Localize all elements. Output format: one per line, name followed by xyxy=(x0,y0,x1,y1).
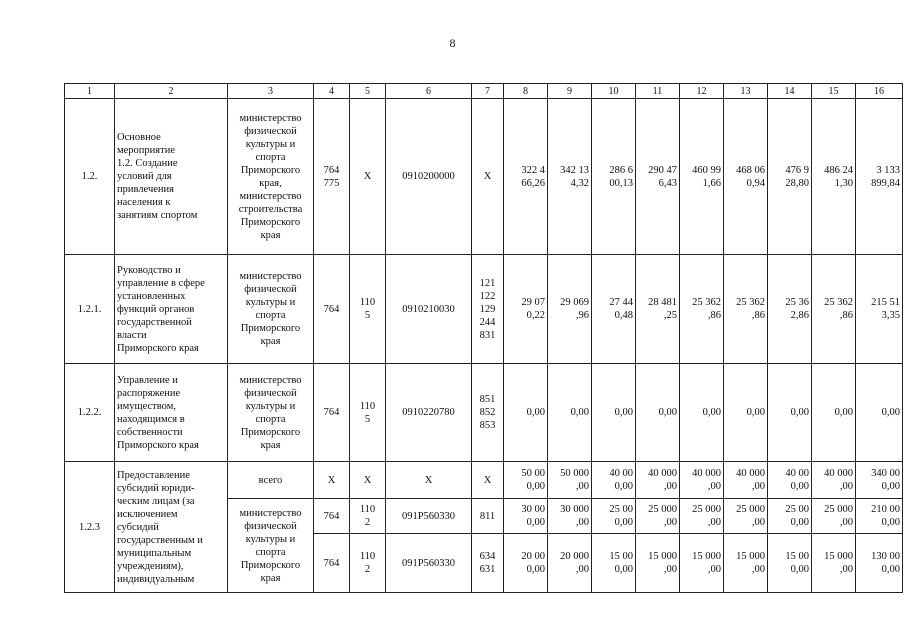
column-header: 2 xyxy=(115,84,228,99)
cell-line: 0,00 xyxy=(881,564,900,575)
rzpr-code: Х xyxy=(350,462,386,499)
cell-line: 0,48 xyxy=(614,310,633,321)
cell-line: Приморского xyxy=(240,164,301,176)
cell-line: 631 xyxy=(479,564,496,575)
column-header: 3 xyxy=(228,84,314,99)
cell-line: Приморского xyxy=(240,323,301,334)
column-header: 12 xyxy=(680,84,724,99)
cell-line: 811 xyxy=(479,510,496,522)
column-header: 9 xyxy=(548,84,592,99)
cell-line: 0,00 xyxy=(658,407,677,418)
cell-line: 110 xyxy=(359,400,376,412)
column-header: 10 xyxy=(592,84,636,99)
cell-line: 15 00 xyxy=(785,551,809,562)
cell-line: 764 xyxy=(323,407,340,418)
cell-line: 1,66 xyxy=(702,177,721,189)
cell-line: ,86 xyxy=(839,310,853,321)
cell-line: 852 xyxy=(479,407,496,418)
vr-code xyxy=(472,99,504,255)
cell-line: 00,13 xyxy=(609,177,633,189)
executor-total: всего xyxy=(228,462,314,499)
cell-line: 25 000 xyxy=(824,504,853,515)
page-number: 8 xyxy=(449,36,456,50)
cell-line: Приморского края xyxy=(117,439,199,451)
cell-line: 25 362 xyxy=(692,297,721,308)
cell-line: 0,00 xyxy=(526,481,545,492)
vr-code xyxy=(472,534,504,593)
column-header: 4 xyxy=(314,84,350,99)
cell-line: ,00 xyxy=(707,517,721,528)
column-header: 6 xyxy=(386,84,472,99)
cell-line: ,00 xyxy=(663,481,677,492)
value-cell xyxy=(724,499,768,534)
executor xyxy=(228,255,314,364)
cell-line: государственной xyxy=(117,316,192,328)
value-cell xyxy=(504,462,548,499)
cell-line: привлечения xyxy=(117,184,174,195)
cell-line: 110 xyxy=(359,551,376,562)
value-cell xyxy=(548,364,592,462)
cell-line: физической xyxy=(244,520,297,532)
measure-name xyxy=(115,255,228,364)
value-cell xyxy=(636,534,680,593)
column-header: 13 xyxy=(724,84,768,99)
value-cell xyxy=(680,364,724,462)
value-cell xyxy=(812,462,856,499)
budget-table xyxy=(64,83,903,593)
cell-line: 0,00 xyxy=(614,407,633,418)
cell-line: 25 36 xyxy=(785,297,809,308)
value-cell xyxy=(724,462,768,499)
cell-line: ,00 xyxy=(751,481,765,492)
rzpr-code xyxy=(350,255,386,364)
cell-line: 2,86 xyxy=(790,310,809,321)
value-cell xyxy=(636,499,680,534)
cell-line: 15 000 xyxy=(692,551,721,562)
cell-line: культуры и xyxy=(245,138,296,150)
table-row xyxy=(65,462,903,499)
cell-line: 28 481 xyxy=(648,297,677,308)
cell-line: 0,00 xyxy=(881,407,900,418)
value-cell xyxy=(680,534,724,593)
cell-line: 15 000 xyxy=(824,551,853,562)
cell-line: ,25 xyxy=(663,310,677,321)
cell-line: 29 069 xyxy=(560,297,589,308)
measure-name xyxy=(115,99,228,255)
cell-line: 40 00 xyxy=(785,468,809,479)
value-cell xyxy=(592,99,636,255)
value-cell xyxy=(724,534,768,593)
cell-line: 244 xyxy=(479,316,496,328)
value-cell xyxy=(768,462,812,499)
cell-line: министерство xyxy=(239,374,302,386)
row-number: 1.2.2. xyxy=(65,364,115,462)
cell-line: 15 00 xyxy=(609,551,633,562)
cell-line: 6,43 xyxy=(658,177,677,189)
cell-line: 476 9 xyxy=(785,164,809,176)
cell-line: 25 000 xyxy=(736,504,765,515)
cell-line: 28,80 xyxy=(785,177,809,189)
grbs-code xyxy=(314,255,350,364)
cell-line: 3,35 xyxy=(881,310,900,321)
cell-line: 30 000 xyxy=(560,504,589,515)
cell-line: 50 00 xyxy=(521,468,545,479)
value-cell xyxy=(592,462,636,499)
cell-line: ,96 xyxy=(575,310,589,321)
cell-line: 0,00 xyxy=(526,517,545,528)
value-cell xyxy=(812,499,856,534)
cell-line: 899,84 xyxy=(871,177,900,189)
value-cell xyxy=(592,364,636,462)
cell-line: собственности xyxy=(117,426,183,438)
cell-line: Приморского xyxy=(240,426,301,438)
value-cell xyxy=(504,99,548,255)
cell-line: 0,00 xyxy=(881,517,900,528)
cell-line: 1.2. Создание xyxy=(117,158,178,169)
cell-line: индивидуальным xyxy=(117,573,195,585)
rzpr-code xyxy=(350,499,386,534)
cell-line: 853 xyxy=(479,420,496,431)
cell-line: края xyxy=(260,336,281,347)
cell-line: 15 000 xyxy=(736,551,765,562)
vr-code xyxy=(472,499,504,534)
value-cell xyxy=(812,255,856,364)
cell-line: занятиям спортом xyxy=(117,210,198,221)
value-cell xyxy=(856,255,903,364)
cell-line: 20 000 xyxy=(560,551,589,562)
cell-line: культуры и xyxy=(245,297,296,308)
column-header: 1 xyxy=(65,84,115,99)
cell-line: мероприятие xyxy=(117,145,175,156)
cell-line: имуществом, xyxy=(117,400,176,412)
value-cell xyxy=(636,255,680,364)
cell-line: ,00 xyxy=(575,564,589,575)
column-header: 14 xyxy=(768,84,812,99)
value-cell xyxy=(724,255,768,364)
cell-line: 40 000 xyxy=(736,468,765,479)
value-cell xyxy=(548,499,592,534)
cell-line: 25 362 xyxy=(824,297,853,308)
cell-line: 50 000 xyxy=(560,468,589,479)
cell-line: края xyxy=(260,229,281,241)
cell-line: ческим лицам (за xyxy=(117,495,195,507)
cell-line: 0,00 xyxy=(614,564,633,575)
cell-line: ,00 xyxy=(751,517,765,528)
cell-line: 3 133 xyxy=(876,164,900,176)
cell-line: 764 xyxy=(323,303,340,315)
cell-line: власти xyxy=(117,329,147,341)
cell-line: 210 00 xyxy=(871,504,900,515)
cell-line: физической xyxy=(244,125,297,137)
cell-line: края, xyxy=(259,177,282,189)
row-number: 1.2.1. xyxy=(65,255,115,364)
cell-line: 2 xyxy=(364,564,371,575)
cell-line: спорта xyxy=(255,151,286,163)
cell-line: 0,00 xyxy=(614,517,633,528)
cell-line: 0,00 xyxy=(790,564,809,575)
cell-line: 342 13 xyxy=(560,164,589,176)
csr-code: 091P560330 xyxy=(386,499,472,534)
value-cell xyxy=(856,99,903,255)
cell-line: ,00 xyxy=(839,564,853,575)
cell-line: 40 000 xyxy=(648,468,677,479)
cell-line: 460 99 xyxy=(692,164,721,176)
row-number: 1.2. xyxy=(65,99,115,255)
cell-line: Основное xyxy=(117,132,161,143)
cell-line: спорта xyxy=(255,310,286,321)
cell-line: 290 47 xyxy=(648,164,677,176)
cell-line: ,86 xyxy=(707,310,721,321)
cell-line: установленных xyxy=(117,290,186,302)
cell-line: распоряжение xyxy=(117,387,181,399)
cell-line: 25 00 xyxy=(785,504,809,515)
value-cell xyxy=(636,99,680,255)
rzpr-code xyxy=(350,534,386,593)
cell-line: 25 00 xyxy=(609,504,633,515)
cell-line: 0,00 xyxy=(526,564,545,575)
cell-line: 20 00 xyxy=(521,551,545,562)
cell-line: министерство xyxy=(239,507,302,519)
value-cell xyxy=(768,99,812,255)
cell-line: строительства xyxy=(238,203,303,215)
cell-line: 5 xyxy=(364,310,371,321)
cell-line: спорта xyxy=(255,413,286,425)
value-cell xyxy=(592,499,636,534)
cell-line: 29 07 xyxy=(521,297,545,308)
executor xyxy=(228,364,314,462)
cell-line: ,00 xyxy=(707,481,721,492)
cell-line: 66,26 xyxy=(521,177,545,189)
cell-line: 0,00 xyxy=(526,407,545,418)
cell-line: ,00 xyxy=(707,564,721,575)
cell-line: Приморского xyxy=(240,559,301,571)
column-header: 16 xyxy=(856,84,903,99)
cell-line: физической xyxy=(244,284,297,295)
cell-line: 129 xyxy=(479,303,496,315)
cell-line: 468 06 xyxy=(736,164,765,176)
vr-code: Х xyxy=(472,462,504,499)
value-cell xyxy=(548,462,592,499)
cell-line: 25 362 xyxy=(736,297,765,308)
cell-line: ,00 xyxy=(839,517,853,528)
csr-code: Х xyxy=(386,462,472,499)
cell-line: 286 6 xyxy=(609,164,633,176)
cell-line: 110 xyxy=(359,297,376,308)
value-cell xyxy=(768,499,812,534)
cell-line: Управление и xyxy=(117,374,178,386)
cell-line: края xyxy=(260,439,281,451)
cell-line: 486 24 xyxy=(824,164,853,176)
value-cell xyxy=(812,99,856,255)
cell-line: муниципальным xyxy=(117,547,192,559)
cell-line: 40 00 xyxy=(609,468,633,479)
value-cell xyxy=(856,462,903,499)
value-cell xyxy=(548,534,592,593)
cell-line: условий для xyxy=(117,171,172,182)
cell-line: 322 4 xyxy=(521,164,545,176)
cell-line: 0,00 xyxy=(614,481,633,492)
value-cell xyxy=(856,534,903,593)
value-cell xyxy=(636,462,680,499)
cell-line: 130 00 xyxy=(871,551,900,562)
measure-name xyxy=(115,462,228,593)
cell-line: 1,30 xyxy=(834,177,853,189)
value-cell xyxy=(504,499,548,534)
cell-line: ,86 xyxy=(751,310,765,321)
cell-line: 851 xyxy=(479,394,496,405)
cell-line: 40 000 xyxy=(692,468,721,479)
cell-line: ,00 xyxy=(663,517,677,528)
table-row xyxy=(65,99,903,255)
value-cell xyxy=(680,99,724,255)
cell-line: 5 xyxy=(364,413,371,425)
cell-line: 122 xyxy=(479,290,496,302)
csr-code: 091P560330 xyxy=(386,534,472,593)
cell-line: ,00 xyxy=(663,564,677,575)
cell-line: 340 00 xyxy=(871,468,900,479)
cell-line: 0,00 xyxy=(790,517,809,528)
cell-line: министерство xyxy=(239,112,302,124)
column-header: 5 xyxy=(350,84,386,99)
cell-line: субсидий юриди- xyxy=(117,482,195,494)
cell-line: исключением xyxy=(117,508,178,520)
grbs-code: Х xyxy=(314,462,350,499)
cell-line: ,00 xyxy=(575,481,589,492)
csr-code: 0910210030 xyxy=(386,255,472,364)
grbs-code xyxy=(314,99,350,255)
cell-line: 0,00 xyxy=(881,481,900,492)
cell-line: управление в сфере xyxy=(117,277,205,289)
value-cell xyxy=(504,364,548,462)
value-cell xyxy=(680,462,724,499)
cell-line: 15 000 xyxy=(648,551,677,562)
cell-line: 110 xyxy=(359,504,376,515)
column-header: 11 xyxy=(636,84,680,99)
value-cell xyxy=(768,255,812,364)
cell-line: 0,94 xyxy=(746,177,765,189)
cell-line: 0,00 xyxy=(834,407,853,418)
value-cell xyxy=(856,499,903,534)
cell-line: министерство xyxy=(239,190,302,202)
value-cell xyxy=(504,534,548,593)
value-cell xyxy=(680,255,724,364)
cell-line: 0,00 xyxy=(790,407,809,418)
cell-line: государственным и xyxy=(117,534,203,546)
vr-code xyxy=(472,255,504,364)
table-row xyxy=(65,364,903,462)
value-cell xyxy=(812,364,856,462)
cell-line: 0,00 xyxy=(790,481,809,492)
value-cell xyxy=(548,99,592,255)
table-row xyxy=(65,255,903,364)
cell-line: Х xyxy=(483,171,492,182)
value-cell xyxy=(680,499,724,534)
column-header: 15 xyxy=(812,84,856,99)
cell-line: культуры и xyxy=(245,400,296,412)
measure-name xyxy=(115,364,228,462)
csr-code: 0910200000 xyxy=(386,99,472,255)
value-cell xyxy=(768,534,812,593)
cell-line: населения к xyxy=(117,197,171,208)
cell-line: 25 000 xyxy=(648,504,677,515)
cell-line: функций органов xyxy=(117,303,195,315)
column-header: 7 xyxy=(472,84,504,99)
cell-line: министерство xyxy=(239,271,302,282)
cell-line: физической xyxy=(244,387,297,399)
grbs-code xyxy=(314,364,350,462)
cell-line: ,00 xyxy=(575,517,589,528)
value-cell xyxy=(548,255,592,364)
executor xyxy=(228,99,314,255)
cell-line: субсидий xyxy=(117,521,159,533)
cell-line: 4,32 xyxy=(570,177,589,189)
value-cell xyxy=(812,534,856,593)
executor xyxy=(228,499,314,593)
value-cell xyxy=(724,99,768,255)
rzpr-code xyxy=(350,99,386,255)
grbs-code: 764 xyxy=(314,499,350,534)
grbs-code: 764 xyxy=(314,534,350,593)
cell-line: 40 000 xyxy=(824,468,853,479)
cell-line: 27 44 xyxy=(609,297,633,308)
cell-line: 0,00 xyxy=(570,407,589,418)
cell-line: 121 xyxy=(479,277,496,289)
cell-line: культуры и xyxy=(245,533,296,545)
value-cell xyxy=(724,364,768,462)
value-cell xyxy=(768,364,812,462)
cell-line: 215 51 xyxy=(871,297,900,308)
cell-line: спорта xyxy=(255,546,286,558)
cell-line: 0,00 xyxy=(746,407,765,418)
cell-line: ,00 xyxy=(839,481,853,492)
cell-line: 30 00 xyxy=(521,504,545,515)
value-cell xyxy=(856,364,903,462)
cell-line: 831 xyxy=(479,329,496,341)
cell-line: учреждениям), xyxy=(117,560,184,572)
value-cell xyxy=(592,534,636,593)
cell-line: Предоставление xyxy=(117,469,190,481)
cell-line: находящимся в xyxy=(117,413,185,425)
csr-code: 0910220780 xyxy=(386,364,472,462)
cell-line: края xyxy=(260,572,281,584)
cell-line: 634 xyxy=(479,551,496,562)
cell-line: 25 000 xyxy=(692,504,721,515)
cell-line: 775 xyxy=(323,177,340,189)
rzpr-code xyxy=(350,364,386,462)
column-header: 8 xyxy=(504,84,548,99)
cell-line: 0,22 xyxy=(526,310,545,321)
header-row xyxy=(65,84,903,99)
cell-line: Приморского xyxy=(240,216,301,228)
cell-line: Приморского края xyxy=(117,342,199,354)
cell-line: 764 xyxy=(323,164,340,176)
cell-line: 2 xyxy=(364,517,371,528)
vr-code xyxy=(472,364,504,462)
value-cell xyxy=(636,364,680,462)
cell-line: 0,00 xyxy=(702,407,721,418)
value-cell xyxy=(504,255,548,364)
cell-line: ,00 xyxy=(751,564,765,575)
value-cell xyxy=(592,255,636,364)
row-number: 1.2.3 xyxy=(65,462,115,593)
cell-line: Х xyxy=(363,171,372,182)
cell-line: Руководство и xyxy=(117,264,181,276)
